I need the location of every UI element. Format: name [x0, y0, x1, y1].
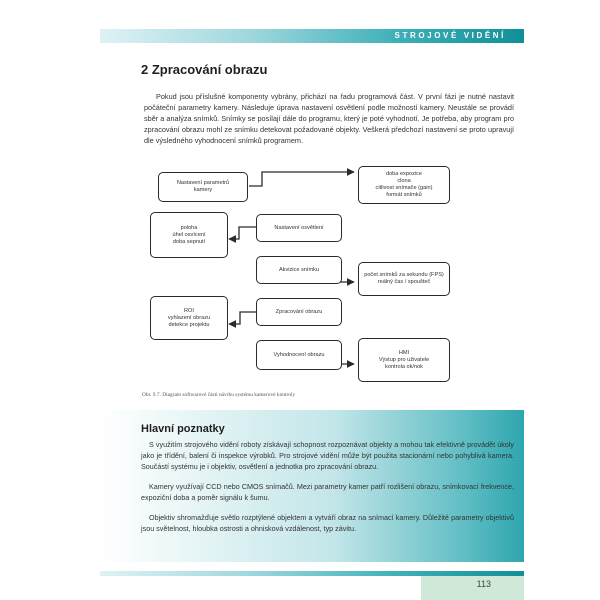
note-evaluation-2: Výstup pro uživatele — [378, 356, 430, 363]
chapter-header-title: STROJOVÉ VIDĚNÍ — [394, 31, 506, 40]
note-lighting-3: doba sepnutí — [172, 238, 206, 245]
note-camera-2: clona — [397, 178, 411, 184]
key-point-paragraph-2: Kamery využívají CCD nebo CMOS snímačů. Mezi parametry kamer patří rozlišení obrazu, snímkovací frekvence, expoziční doba a poměr signálu k šumu. — [141, 482, 514, 502]
section-title: 2 Zpracování obrazu — [141, 62, 268, 77]
step-camera-settings — [358, 166, 450, 204]
note-lighting-2: úhel osvícení — [172, 231, 206, 238]
flow-step-3-label: Akvizice snímku — [278, 266, 320, 273]
arrow-lighting — [229, 227, 256, 239]
note-acquisition-2: reálný čas / spoušteč — [377, 279, 431, 285]
note-acquisition — [358, 262, 450, 296]
flow-step-4-label: Zpracování obrazu — [275, 308, 323, 315]
note-camera-3: citlivost snímače (gain) — [375, 185, 433, 191]
key-point-paragraph-1: S využitím strojového vidění roboty získávají schopnost rozpoznávat objekty a mohou tak efektivně provádět úkoly jako je třídění, balení či inspekce výrobků. Pro strojové vidění může být použita stacionární nebo pohyblivá kamera. Součástí systému je i objektiv, osvětlení a jednotka pro zpracování obrazu. — [141, 440, 514, 471]
flow-step-5 — [256, 340, 342, 370]
note-processing-3: detekce projektu — [168, 321, 210, 328]
flow-step-5-label: Vyhodnocení obrazu — [273, 351, 325, 358]
note-evaluation-1: HMI — [398, 349, 410, 356]
key-points-text — [141, 439, 514, 543]
section-body — [144, 91, 514, 146]
note-processing — [150, 296, 228, 340]
note-evaluation-3: kontrola ok/nok — [385, 363, 423, 370]
book-page — [100, 18, 524, 589]
flow-step-1 — [158, 172, 248, 202]
note-processing-1: ROI — [184, 307, 194, 314]
section-paragraph: Pokud jsou příslušné komponenty vybrány, přichází na řadu programová část. V první fázi je nutné nastavit počáteční parametry kamery. Následuje úprava nastavení osvětlení podle možností kamery. Neustále se provádí sběr a analýza snímků. Snímky se posílají dále do programu, který je poté vyhodnotí. Je potřeba, aby program pro zpracování obrazu mohl ze snímku detekovat požadované objekty. Veškerá předchozí nastavení se proto upravují dle výsledného vyhodnocení snímků programem. — [144, 92, 514, 145]
note-camera-4: formát snímků — [386, 192, 422, 198]
note-processing-2: vyhlazení obrazu — [167, 314, 211, 321]
arrow-processing — [229, 312, 256, 324]
key-points-title: Hlavní poznatky — [141, 423, 225, 435]
flow-step-2-label: Nastavení osvětlení — [274, 224, 324, 231]
page-number: 113 — [476, 579, 491, 589]
note-evaluation — [358, 338, 450, 382]
software-flow-diagram — [154, 160, 494, 384]
note-camera-1: doba expozice — [385, 171, 423, 177]
figure-caption: Obr. 9.7. Diagram softwarové části návrhu systému kamerové kontroly — [142, 392, 296, 398]
header-band — [100, 29, 524, 43]
arrow-camera — [249, 172, 354, 186]
note-lighting-1: poloha — [180, 224, 198, 231]
key-point-paragraph-3: Objektiv shromažďuje světlo rozptýlené objektem a vytváří obraz na snímací kamery. Důležité parametry objektivů jsou světelnost, hloubka ostrosti a ohnisková vzdálenost, typ závitu. — [141, 513, 514, 533]
note-acquisition-1: počet snímků za sekundu (FPS) — [364, 272, 444, 278]
flow-step-2 — [256, 214, 342, 242]
flow-step-1-label: Nastavení parametrů kamery — [176, 180, 230, 193]
flow-step-3 — [256, 256, 342, 284]
note-lighting — [150, 212, 228, 258]
flow-step-4 — [256, 298, 342, 326]
key-points-panel — [100, 410, 524, 562]
page-number-box — [421, 576, 524, 600]
